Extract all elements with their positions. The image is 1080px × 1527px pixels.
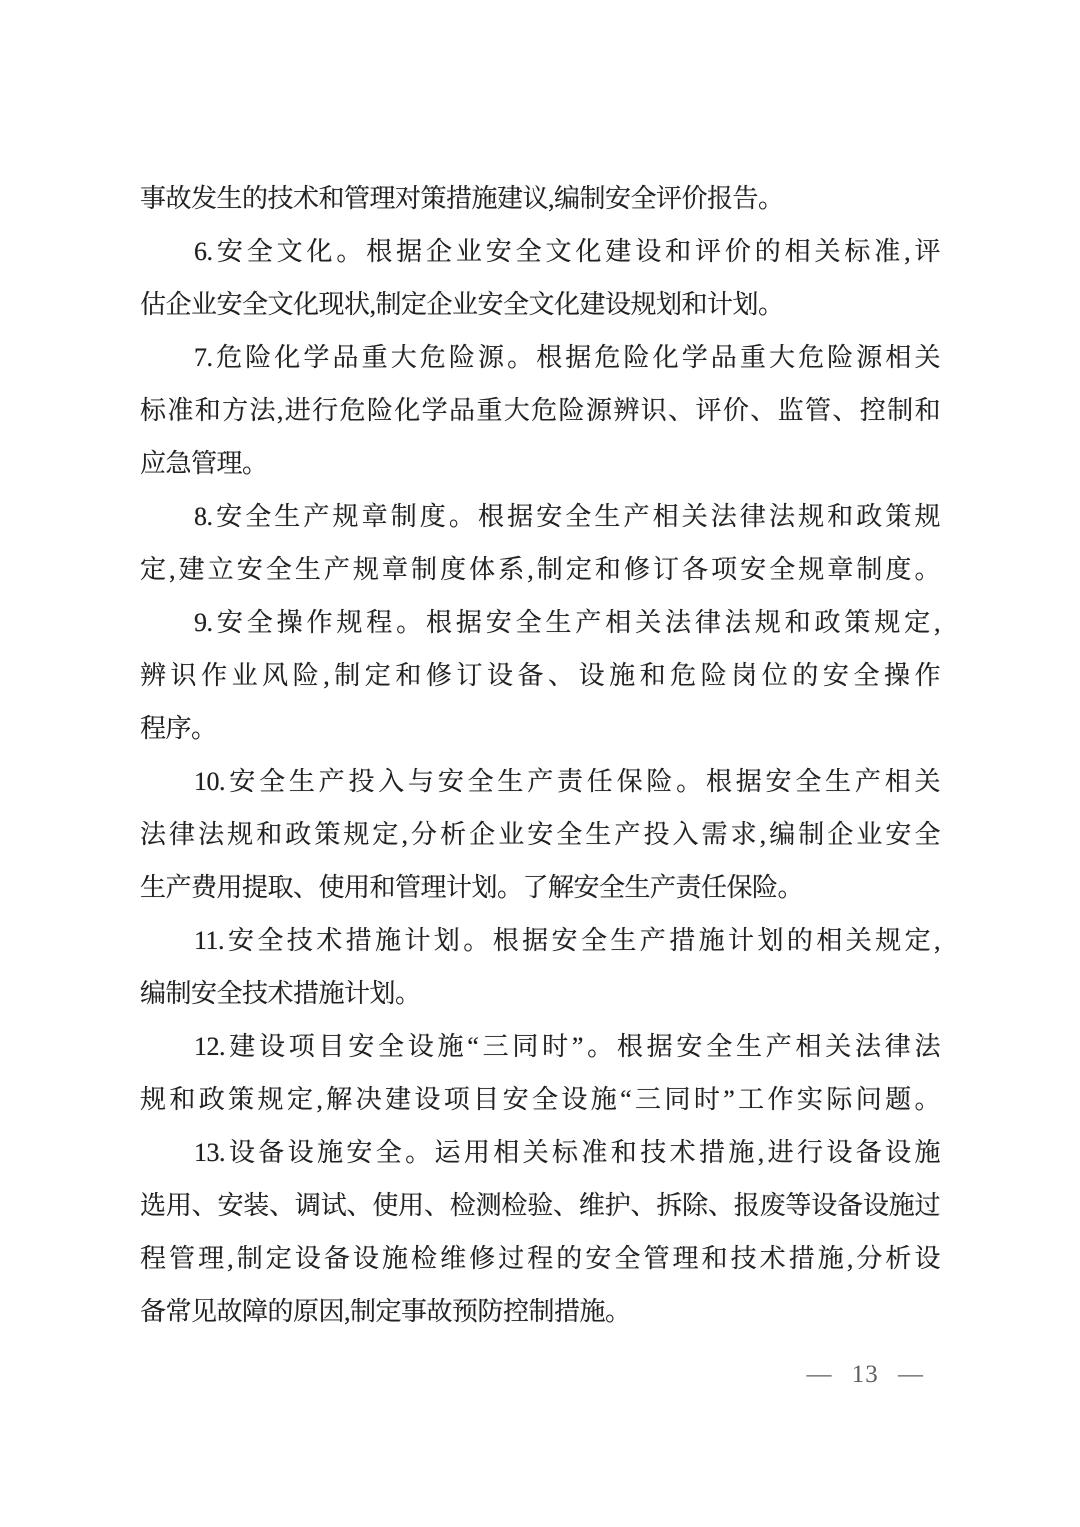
text-line: 9.安全操作规程。根据安全生产相关法律法规和政策规定, bbox=[194, 608, 940, 637]
text-line: 选用、安装、调试、使用、检测检验、维护、拆除、报废等设备设施过 bbox=[140, 1191, 940, 1220]
text-line: 6.安全文化。根据企业安全文化建设和评价的相关标准,评 bbox=[194, 237, 940, 266]
text-line: 程序。 bbox=[140, 714, 217, 743]
text-line: 8.安全生产规章制度。根据安全生产相关法律法规和政策规 bbox=[194, 502, 940, 531]
text-line: 法律法规和政策规定,分析企业安全生产投入需求,编制企业安全 bbox=[140, 820, 940, 849]
text-line: 定,建立安全生产规章制度体系,制定和修订各项安全规章制度。 bbox=[140, 555, 940, 584]
text-line: 辨识作业风险,制定和修订设备、设施和危险岗位的安全操作 bbox=[140, 661, 940, 690]
text-line: 程管理,制定设备设施检维修过程的安全管理和技术措施,分析设 bbox=[140, 1244, 940, 1273]
text-line: 估企业安全文化现状,制定企业安全文化建设规划和计划。 bbox=[140, 290, 784, 319]
text-line: 13.设备设施安全。运用相关标准和技术措施,进行设备设施 bbox=[194, 1138, 940, 1167]
page-footer bbox=[140, 1348, 940, 1401]
text-line: 应急管理。 bbox=[140, 449, 268, 478]
text-line: 10.安全生产投入与安全生产责任保险。根据安全生产相关 bbox=[194, 767, 940, 796]
text-lines bbox=[140, 172, 940, 1338]
text-line: 12.建设项目安全设施“三同时”。根据安全生产相关法律法 bbox=[194, 1032, 940, 1061]
text-line: 编制安全技术措施计划。 bbox=[140, 979, 421, 1008]
text-line: 规和政策规定,解决建设项目安全设施“三同时”工作实际问题。 bbox=[140, 1085, 940, 1114]
text-line: 生产费用提取、使用和管理计划。了解安全生产责任保险。 bbox=[140, 873, 804, 902]
text-line: 标准和方法,进行危险化学品重大危险源辨识、评价、监管、控制和 bbox=[140, 396, 940, 425]
page-number: — 13 — bbox=[806, 1361, 924, 1388]
text-line: 11.安全技术措施计划。根据安全生产措施计划的相关规定, bbox=[194, 926, 940, 955]
document-body bbox=[140, 172, 940, 1401]
text-line: 7.危险化学品重大危险源。根据危险化学品重大危险源相关 bbox=[194, 343, 940, 372]
text-line: 备常见故障的原因,制定事故预防控制措施。 bbox=[140, 1297, 631, 1326]
text-line: 事故发生的技术和管理对策措施建议,编制安全评价报告。 bbox=[140, 184, 784, 213]
